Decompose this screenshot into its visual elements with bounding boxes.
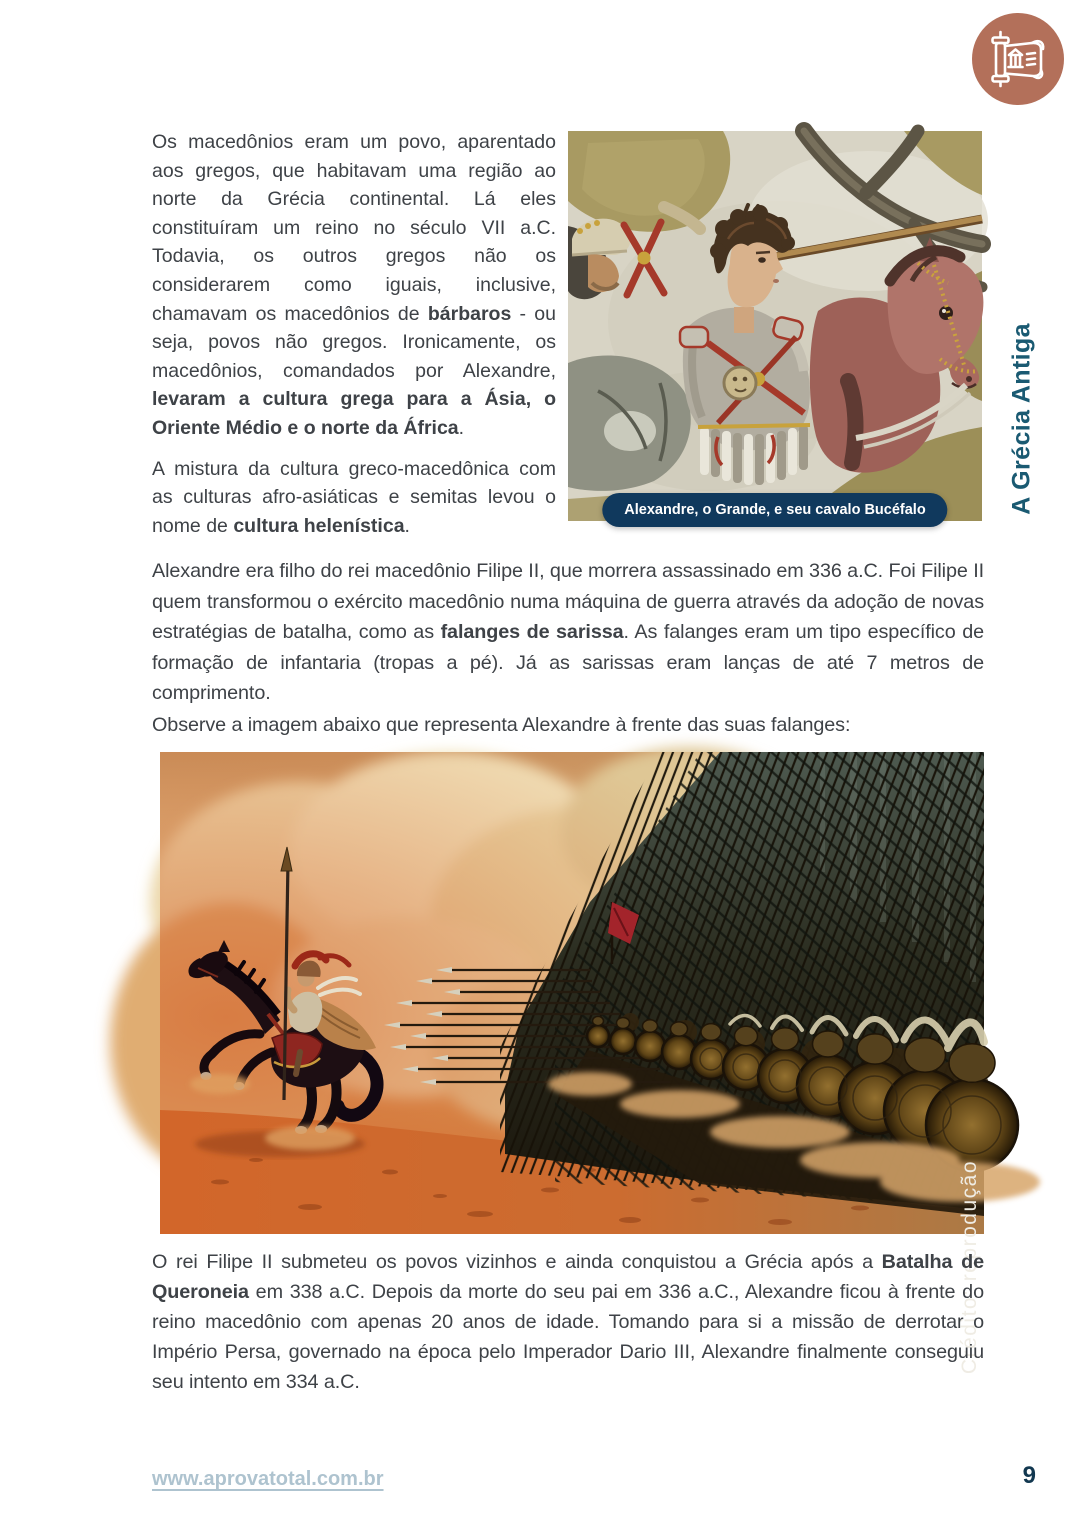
paragraph-observe: Observe a imagem abaixo que representa Alexandre à frente das suas falanges: xyxy=(152,714,851,736)
scroll-icon xyxy=(972,13,1064,105)
footer-link[interactable]: www.aprovatotal.com.br xyxy=(152,1468,384,1490)
image-caption-badge: Alexandre, o Grande, e seu cavalo Bucéfalo xyxy=(602,493,947,527)
page-number: 9 xyxy=(1022,1462,1036,1489)
paragraph-helenistica: A mistura da cultura greco-macedônica com as culturas afro-asiáticas e semitas levou o nome de cultura helenística. xyxy=(152,457,556,537)
paragraph-queroneia: O rei Filipe II submeteu os povos vizinhos e ainda conquistou a Grécia após a Batalha de Queroneia em 338 a.C. Depois da morte do seu pai em 336 a.C., Alexandre ficou à frente do reino macedônio com apenas 20 anos de idade. Tomando para si a missão de derrotar o Império Persa, governado na época pelo Imperador Dario III, Alexandre finalmente conseguiu seu intento em 334 a.C. xyxy=(152,1251,984,1393)
phalanx-image xyxy=(160,752,984,1234)
chapter-tab: A Grécia Antiga xyxy=(1008,323,1036,515)
chapter-icon xyxy=(972,13,1064,105)
paragraph-macedonios: Os macedônios eram um povo, aparentado aos gregos, que habitavam uma região ao norte da Grécia continental. Lá eles constituíram um reino no século VII a.C. Todavia, os outros gregos não os considerarem como iguais, inclusive, chamavam os macedônios de bárbaros - ou seja, povos não gregos. Ironicamente, os macedônios, comandados por Alexandre, levaram a cultura grega para a Ásia, o Oriente Médio e o norte da África. xyxy=(152,131,556,439)
alexander-mosaic-figure xyxy=(568,131,982,521)
alexander-mosaic-image xyxy=(568,131,982,521)
paragraph-filipe: Alexandre era filho do rei macedônio Filipe II, que morrera assassinado em 336 a.C. Foi Filipe II quem transformou o exército macedônio numa máquina de guerra através da adoção de novas estratégias de batalha, como as falanges de sarissa. As falanges eram um tipo específico de formação de infantaria (tropas a pé). Já as sarissas eram lanças de até 7 metros de comprimento. xyxy=(152,560,984,705)
image-credit: Crédito: reprodução xyxy=(958,1160,981,1375)
intro-column xyxy=(152,128,556,540)
